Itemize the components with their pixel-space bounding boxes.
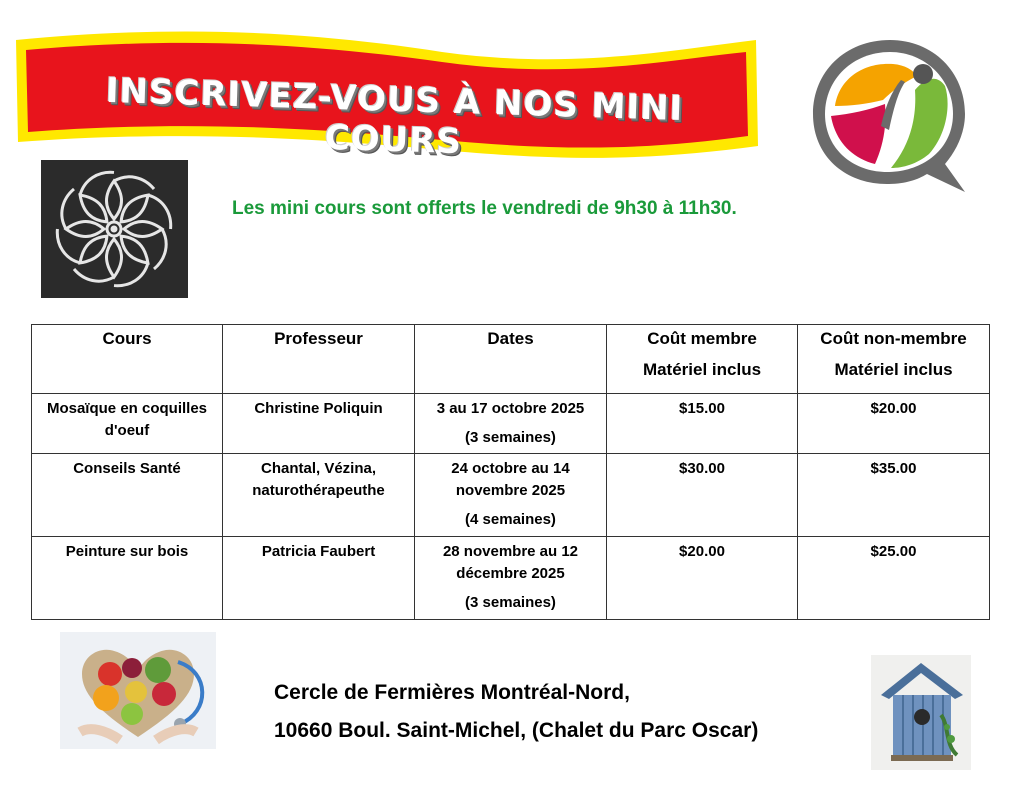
course-nonmember-cost: $35.00 bbox=[798, 454, 990, 537]
course-member-cost: $15.00 bbox=[607, 394, 798, 454]
courses-table bbox=[31, 324, 990, 620]
table-row bbox=[32, 454, 990, 537]
course-name: Peinture sur bois bbox=[32, 537, 223, 620]
header-cours: Cours bbox=[32, 325, 223, 394]
header-dates: Dates bbox=[415, 325, 607, 394]
course-dates: 3 au 17 octobre 2025 (3 semaines) bbox=[415, 394, 607, 454]
banner-title: INSCRIVEZ-VOUS À NOS MINI COURS bbox=[105, 70, 684, 163]
organization-address bbox=[274, 674, 758, 750]
birdhouse-image bbox=[871, 655, 971, 770]
course-nonmember-cost: $25.00 bbox=[798, 537, 990, 620]
course-dates: 28 novembre au 12 décembre 2025 (3 semaines) bbox=[415, 537, 607, 620]
heart-fruits-stethoscope-image bbox=[60, 632, 216, 749]
header-cout-membre: Coût membre Matériel inclus bbox=[607, 325, 798, 394]
header-professeur: Professeur bbox=[223, 325, 415, 394]
course-teacher: Christine Poliquin bbox=[223, 394, 415, 454]
course-member-cost: $20.00 bbox=[607, 537, 798, 620]
course-duration: (3 semaines) bbox=[465, 429, 556, 446]
course-teacher: Chantal, Vézina, naturothérapeuthe bbox=[223, 454, 415, 537]
address-line-1: Cercle de Fermières Montréal-Nord, bbox=[274, 681, 630, 704]
course-name: Mosaïque en coquilles d'oeuf bbox=[32, 394, 223, 454]
chalk-mandala-image bbox=[41, 160, 188, 298]
table-header-row bbox=[32, 325, 990, 394]
table-row bbox=[32, 394, 990, 454]
course-nonmember-cost: $20.00 bbox=[798, 394, 990, 454]
course-duration: (3 semaines) bbox=[465, 594, 556, 611]
title-banner bbox=[12, 22, 760, 162]
course-member-cost: $30.00 bbox=[607, 454, 798, 537]
course-teacher: Patricia Faubert bbox=[223, 537, 415, 620]
fermieres-logo-icon bbox=[805, 34, 975, 199]
course-name: Conseils Santé bbox=[32, 454, 223, 537]
address-line-2: 10660 Boul. Saint-Michel, (Chalet du Parc Oscar) bbox=[274, 719, 759, 742]
header-cout-non-membre: Coût non-membre Matériel inclus bbox=[798, 325, 990, 394]
table-row bbox=[32, 537, 990, 620]
schedule-intro-text: Les mini cours sont offerts le vendredi de 9h30 à 11h30. bbox=[232, 198, 737, 219]
course-dates: 24 octobre au 14 novembre 2025 (4 semaines) bbox=[415, 454, 607, 537]
course-duration: (4 semaines) bbox=[465, 511, 556, 528]
